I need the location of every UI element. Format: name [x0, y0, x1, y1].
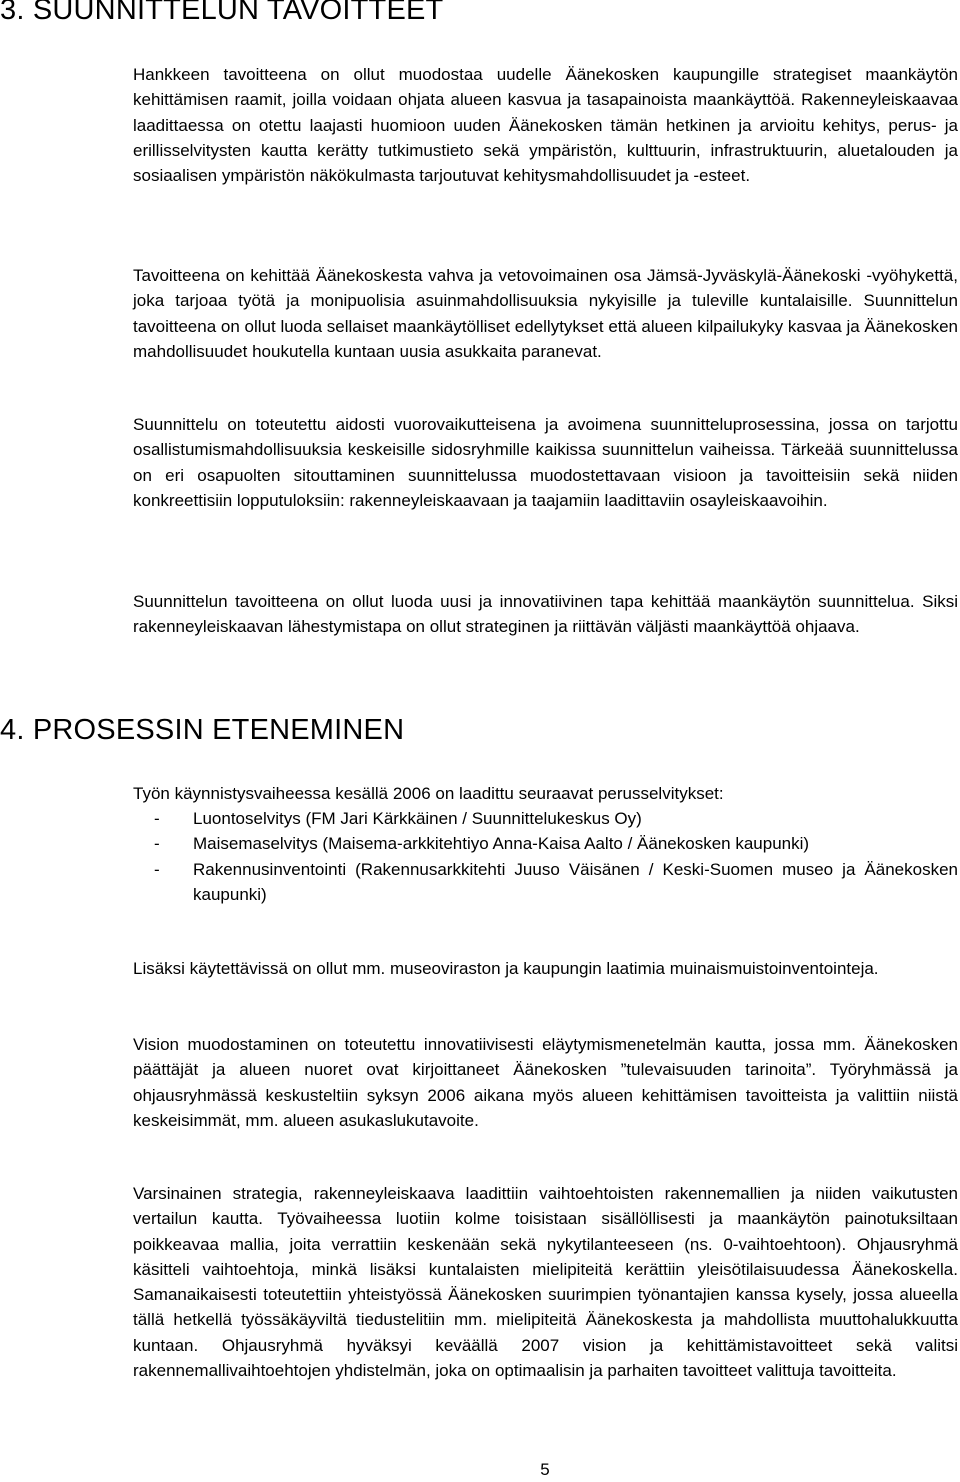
list-item-text: Rakennusinventointi (Rakennusarkkitehti Juuso Väisänen / Keski-Suomen museo ja Äänekosken kaupunki)	[193, 859, 958, 904]
list-item	[133, 806, 958, 831]
section-4-paragraph-3: Varsinainen strategia, rakenneyleiskaava laadittiin vaihtoehtoisten rakennemallien ja niiden vaikutusten vertailun kautta. Työvaiheessa luotiin kolme toisistaan sisällöllisesti ja maankäytön painotuksiltaan poikkeavaa mallia, joita verrattiin keskenään sekä nykytilanteeseen (ns. 0-vaihtoehtoon). Ohjausryhmä käsitteli vaihtoehtoja, minkä lisäksi kuntalaisten mielipiteitä kerättiin yleisötilaisuudessa Äänekoskella. Samanaikaisesti toteutettiin yhteistyössä Äänekosken suurimpien työnantajien kanssa kysely, jossa alueella tällä hetkellä työssäkäyviltä tiedustelitiin mm. mielipiteitä Äänekoskesta ja mahdollista muuttohalukkuutta kuntaan. Ohjausryhmä hyväksyi keväällä 2007 vision ja kehittämistavoitteet sekä valitsi rakennemallivaihtoehtojen yhdistelmän, joka on optimaalisin ja parhaiten tavoitteet valittuja tavoitteita.	[133, 1184, 958, 1381]
baseline-surveys-list	[133, 806, 958, 907]
list-item	[133, 857, 958, 908]
list-bullet: -	[154, 859, 160, 879]
section-4-intro: Työn käynnistysvaiheessa kesällä 2006 on laadittu seuraavat perusselvitykset:	[133, 784, 724, 803]
section-3-heading: 3. SUUNNITTELUN TAVOITTEET	[0, 0, 444, 26]
section-3-paragraph-2: Tavoitteena on kehittää Äänekoskesta vahva ja vetovoimainen osa Jämsä-Jyväskylä-Äänekoski -vyöhykettä, joka tarjoaa työtä ja monipuolisia asuinmahdollisuuksia nykyisille ja tuleville kuntalaisille. Suunnittelun tavoitteena on ollut luoda sellaiset maankäytölliset edellytykset että alueen kilpailukyky kasvaa ja Äänekosken mahdollisuudet houkutella kuntaan uusia asukkaita paranevat.	[133, 266, 958, 361]
section-3-paragraph-4: Suunnittelun tavoitteena on ollut luoda uusi ja innovatiivinen tapa kehittää maankäytön suunnittelua. Siksi rakenneyleiskaavan lähestymistapa on ollut strateginen ja riittävän väljästi maankäyttöä ohjaava.	[133, 592, 958, 637]
list-item-text: Maisemaselvitys (Maisema-arkkitehtiyo Anna-Kaisa Aalto / Äänekosken kaupunki)	[193, 834, 810, 854]
section-3-paragraph-3: Suunnittelu on toteutettu aidosti vuorovaikutteisena ja avoimena suunnitteluprosessina, jossa on tarjottu osallistumismahdollisuuksia keskeisille sidosryhmille kaikissa suunnittelun vaiheissa. Tärkeää suunnittelussa on eri osapuolten sitouttaminen suunnittelussa muodostettavaan visioon ja tavoitteisiin sekä niiden konkreettisiin lopputuloksiin: rakenneyleiskaavaan ja taajamiin laadittaviin osayleiskaavoihin.	[133, 415, 958, 510]
page-number: 5	[540, 1460, 550, 1479]
section-4-heading: 4. PROSESSIN ETENEMINEN	[0, 714, 405, 746]
section-4-paragraph-1: Lisäksi käytettävissä on ollut mm. museoviraston ja kaupungin laatimia muinaismuistoinventointeja.	[133, 959, 879, 978]
list-bullet: -	[154, 809, 160, 828]
section-4-paragraph-2: Vision muodostaminen on toteutettu innovatiivisesti eläytymismenetelmän kautta, jossa mm. Äänekosken päättäjät ja alueen nuoret ovat kirjoittaneet Äänekosken ”tulevaisuuden tarinoita”. Työryhmässä ja ohjausryhmässä keskusteltiin syksyn 2006 aikana myös alueen kehittämisen tavoitteista ja valittiin niistä keskeisimmät, mm. alueen asukaslukutavoite.	[133, 1035, 958, 1130]
list-item-text: Luontoselvitys (FM Jari Kärkkäinen / Suunnittelukeskus Oy)	[193, 809, 642, 828]
list-item	[133, 831, 958, 856]
section-3-paragraph-1: Hankkeen tavoitteena on ollut muodostaa uudelle Äänekosken kaupungille strategiset maankäytön kehittämisen raamit, joilla voidaan ohjata alueen kasvua ja tasapainoista maankäyttöä. Rakenneyleiskaavaa laadittaessa on otettu laajasti huomioon uuden Äänekosken tämän hetkinen ja arvioitu kehitys, perus- ja erillisselvitysten kautta kerätty tutkimustieto sekä ympäristön, kulttuurin, infrastruktuurin, aluetalouden ja sosiaalisen ympäristön näkökulmasta tarjoutuvat kehitysmahdollisuudet ja -esteet.	[133, 65, 958, 186]
list-bullet: -	[154, 834, 160, 854]
